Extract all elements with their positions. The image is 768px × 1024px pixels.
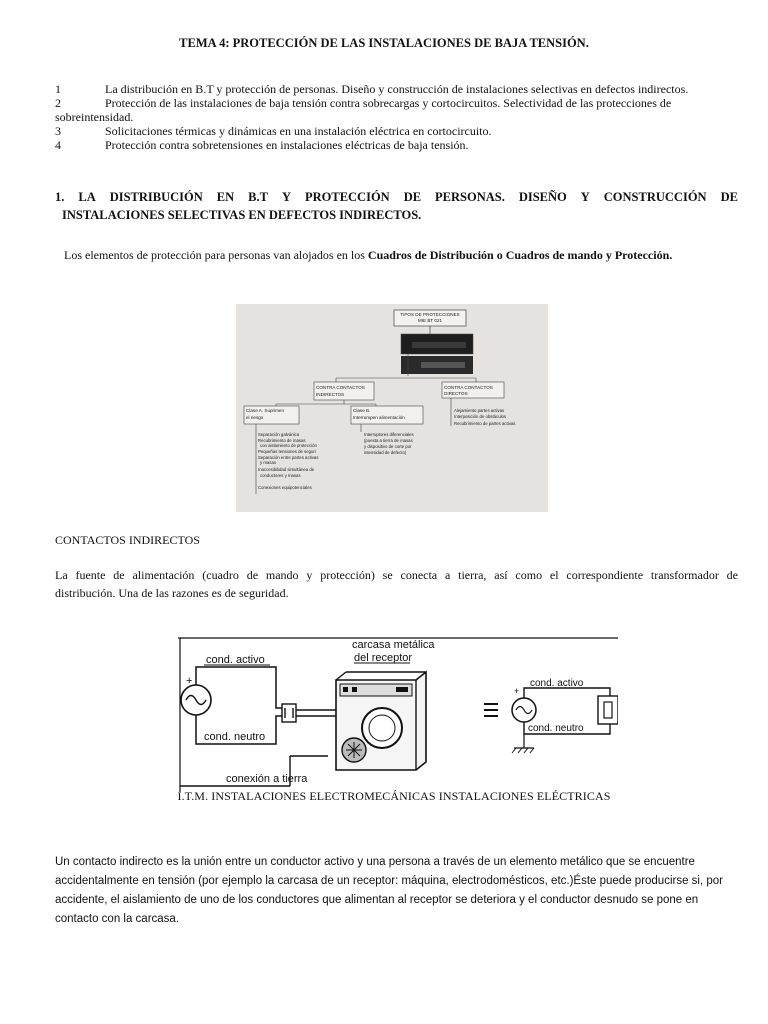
toc-item-text: Protección de las instalaciones de baja tensión contra sobrecargas y cortocircuitos. Selectividad de las protecciones de (105, 96, 672, 110)
right-plus-sign: + (514, 686, 520, 696)
contacto-line: accidentalmente en tensión (por ejemplo la carcasa de un receptor: máquina, electrodomésticos, etc.)Éste puede producirse si, por (55, 875, 723, 887)
toc-item-continuation: sobreintensidad. (55, 110, 134, 124)
toc-item-number: 2 (55, 96, 61, 110)
diagram-clase-a-item: y masas (260, 460, 276, 465)
diagram-clase-a-label-1: Clase A. Suprimen (246, 408, 285, 413)
diagram-directos-label-2: DIRECTOS (444, 391, 468, 396)
table-of-contents (55, 82, 745, 152)
section-number: 1. (55, 190, 65, 204)
right-neutro-label: cond. neutro (528, 723, 584, 734)
section-heading-word: Y (580, 190, 590, 204)
diagram-top-label-1: TIPOS DE PROTECCIONES (400, 312, 460, 317)
section-heading-word: Y (281, 190, 291, 204)
intro-paragraph (64, 246, 754, 264)
intro-bold-text: Cuadros de Distribución o Cuadros de mando y Protección. (367, 248, 673, 262)
fuente-line-2: distribución. Una de las razones es de seguridad. (55, 586, 289, 600)
carcasa-label-2: del receptor (354, 652, 413, 664)
conexion-tierra-label: conexión a tierra (226, 773, 308, 785)
left-neutro-label: cond. neutro (204, 731, 266, 743)
diagram-clase-b-item: Interruptores diferenciales (364, 432, 414, 437)
contacto-paragraph (55, 853, 745, 929)
intro-text: Los elementos de protección para personas van alojados en los (64, 248, 368, 262)
diagram-clase-a-label-2: el riesgo (246, 415, 264, 420)
toc-item (55, 138, 745, 152)
toc-item-number: 3 (55, 124, 61, 138)
diagram-clase-b-label-1: Clase B. (353, 408, 371, 413)
diagram-top-label-2: MIE BT 021 (417, 318, 443, 323)
toc-item-text: Solicitaciones térmicas y dinámicas en una instalación eléctrica en cortocircuito. (105, 124, 492, 138)
fuente-paragraph (55, 566, 738, 602)
section-heading-word: CONSTRUCCIÓN (603, 190, 707, 204)
section-heading-word: LA (78, 190, 96, 204)
diagram-clase-b-item: (puesta a tierra de masas (364, 438, 413, 443)
section-heading-line1 (55, 188, 738, 206)
diagram-clase-a-item: conductores y masas (260, 473, 301, 478)
section-heading (55, 188, 738, 224)
diagram-clase-b-item: intensidad de defecto) (364, 450, 407, 455)
contactos-indirectos-heading: CONTACTOS INDIRECTOS (55, 533, 200, 547)
section-heading-word: EN (216, 190, 235, 204)
diagram-directos-item: Alejamiento partes activas (454, 408, 505, 413)
institution-footer: I.T.M. INSTALACIONES ELECTROMECÁNICAS INSTALACIONES ELÉCTRICAS (177, 789, 611, 803)
diagram-clase-a-item: con aislamiento de protección (260, 443, 317, 448)
section-heading-line2: INSTALACIONES SELECTIVAS EN DEFECTOS INDIRECTOS. (62, 208, 422, 222)
section-heading-word: DISEÑO (518, 190, 567, 204)
carcasa-label-1: carcasa metálica (352, 639, 435, 651)
toc-item (55, 96, 745, 110)
toc-item-text: La distribución en B.T y protección de personas. Diseño y construcción de instalaciones selectivas en defectos indirectos. (105, 82, 689, 96)
diagram-indirectos-label-1: CONTRA CONTACTOS (316, 385, 365, 390)
toc-item-number: 4 (55, 138, 61, 152)
diagram-clase-a-item: Separación galvánica (258, 432, 300, 437)
diagram-directos-label-1: CONTRA CONTACTOS (444, 385, 493, 390)
section-heading-word: DE (720, 190, 738, 204)
diagram-clase-a-item: Recubrimiento de masas (258, 438, 306, 443)
diagram-clase-a-item: Separación entre partes activas (258, 455, 319, 460)
section-heading-word: DE (403, 190, 422, 204)
diagram-clase-b-label-2: Interrumpen alimentación (353, 415, 405, 420)
left-activo-label: cond. activo (206, 654, 265, 666)
left-plus-sign: + (186, 675, 193, 687)
diagram-indirectos-label-2: INDIRECTOS (316, 392, 345, 397)
diagram-directos-item: Recubrimiento de partes activas (454, 421, 516, 426)
section-heading-word: B.T (248, 190, 268, 204)
toc-item-text: Protección contra sobretensiones en instalaciones eléctricas de baja tensión. (105, 138, 469, 152)
diagram-clase-a-item: Inaccesibilidad simultánea de (258, 467, 315, 472)
toc-item (55, 82, 745, 96)
contacto-line: Un contacto indirecto es la unión entre un conductor activo y una persona a través de un elemento metálico que se encuentre (55, 856, 695, 868)
section-heading-word: PERSONAS. (435, 190, 505, 204)
right-activo-label: cond. activo (530, 678, 584, 689)
diagram-clase-a-item: Pequeñas tensiones de seguri (258, 449, 316, 454)
diagram-clase-a-item: Conexiones equipotenciales (258, 485, 312, 490)
protection-types-diagram (236, 304, 548, 512)
section-heading-word: DISTRIBUCIÓN (109, 190, 203, 204)
toc-item-number: 1 (55, 82, 61, 96)
diagram-clase-b-item: y dispositivo de corte por (364, 444, 412, 449)
diagram-directos-item: Interposición de obstáculos (454, 414, 507, 419)
document-title: TEMA 4: PROTECCIÓN DE LAS INSTALACIONES DE BAJA TENSIÓN. (179, 36, 589, 50)
section-heading-word: PROTECCIÓN (304, 190, 390, 204)
contacto-line: contacto con la carcasa. (55, 913, 180, 925)
contacto-line: accidente, el aislamiento de uno de los conductores que alimentan al receptor se deteriora y el conductor desnudo se pone en (55, 894, 699, 906)
toc-item (55, 124, 745, 138)
fuente-line-1: La fuente de alimentación (cuadro de mando y protección) se conecta a tierra, así como el correspondiente transformador de (55, 568, 738, 582)
indirect-contact-diagram (178, 636, 618, 794)
